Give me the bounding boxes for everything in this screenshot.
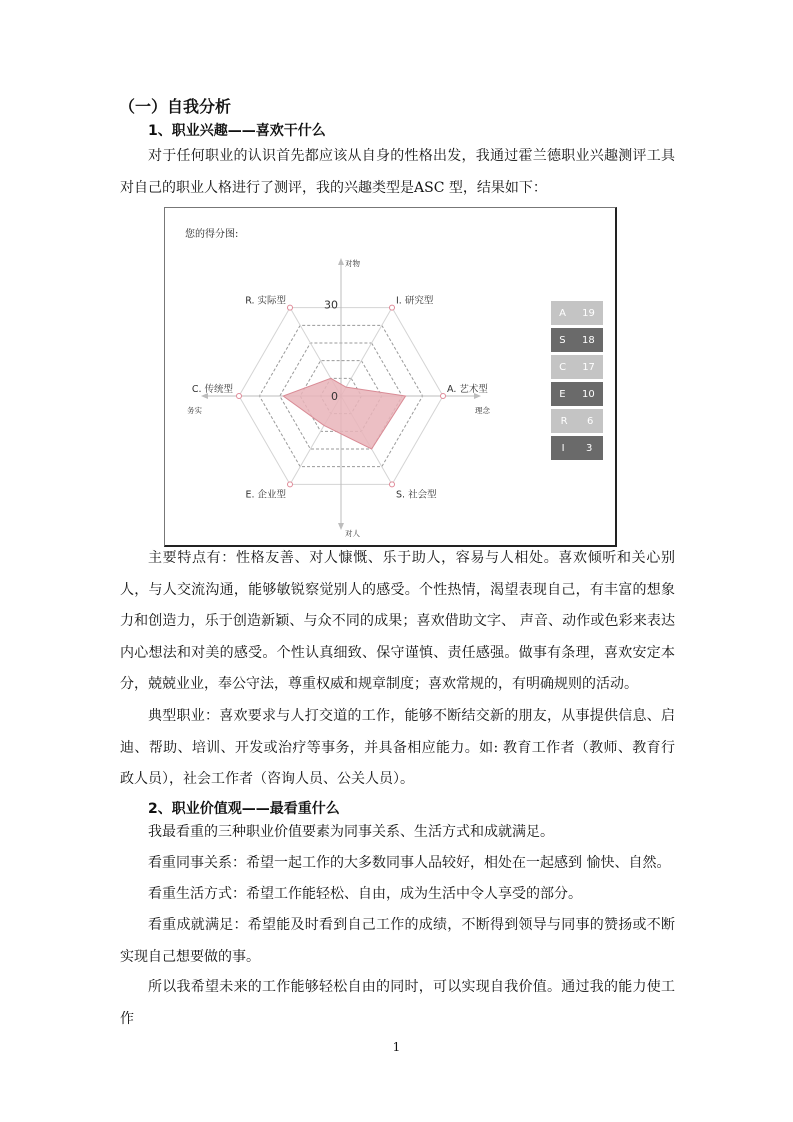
score-box-c xyxy=(551,355,603,379)
chart-title: 您的得分图: xyxy=(185,229,239,240)
score-box-e xyxy=(551,382,603,406)
arrow-up-icon xyxy=(338,258,344,265)
score-code: I xyxy=(561,442,565,454)
score-value: 10 xyxy=(582,388,595,400)
score-value: 3 xyxy=(585,442,593,454)
direction-bottom-label: 对人 xyxy=(345,529,360,538)
score-box-s xyxy=(551,328,603,352)
score-value: 18 xyxy=(582,334,595,346)
score-code: E xyxy=(559,388,566,400)
vertex-marker-a xyxy=(441,394,446,399)
axis-label-r: R. 实际型 xyxy=(245,295,286,307)
score-list xyxy=(551,301,603,463)
intro-paragraph: 对于任何职业的认识首先都应该从自身的性格出发，我通过霍兰德职业兴趣测评工具对自己的职业人格进行了测评，我的兴趣类型是ASC 型，结果如下： xyxy=(120,148,675,196)
axis-label-a: A. 艺术型 xyxy=(447,384,488,395)
score-value: 19 xyxy=(582,307,595,319)
score-code: A xyxy=(559,307,566,319)
section-title: （一）自我分析 xyxy=(119,97,232,116)
score-code: R xyxy=(560,415,568,427)
vertex-marker-s xyxy=(390,482,395,487)
center-label: 0 xyxy=(331,390,338,403)
arrow-down-icon xyxy=(338,523,344,530)
score-value: 6 xyxy=(586,415,594,427)
direction-top-label: 对物 xyxy=(345,259,360,268)
score-box-r xyxy=(551,409,603,433)
subsection-title-interest: 1、职业兴趣——喜欢干什么 xyxy=(148,123,326,139)
score-value: 17 xyxy=(582,361,595,373)
axis-label-e: E. 企业型 xyxy=(245,489,286,501)
subsection-title-values: 2、职业价值观——最看重什么 xyxy=(148,801,340,817)
vertex-marker-r xyxy=(288,305,293,310)
value-achievement: 看重成就满足：希望能及时看到自己工作的成绩，不断得到领导与同事的赞扬或不断实现自己想要做的事。 xyxy=(120,917,675,965)
direction-right-label: 理念 xyxy=(475,406,490,415)
page-number: 1 xyxy=(392,1040,401,1054)
holland-radar-chart xyxy=(164,207,617,547)
score-code: C xyxy=(559,361,567,373)
axis-label-i: I. 研究型 xyxy=(396,295,434,307)
conclusion-paragraph: 所以我希望未来的工作能够轻松自由的同时，可以实现自我价值。通过我的能力使工作 xyxy=(120,979,675,1027)
direction-left-label: 务实 xyxy=(187,406,202,415)
score-code: S xyxy=(559,334,566,346)
max-label: 30 xyxy=(324,298,338,312)
axis-label-s: S. 社会型 xyxy=(396,489,437,501)
vertex-marker-c xyxy=(237,394,242,399)
value-lifestyle: 看重生活方式：希望工作能轻松、自由，成为生活中令人享受的部分。 xyxy=(148,886,582,902)
vertex-marker-i xyxy=(390,305,395,310)
score-box-i xyxy=(551,436,603,460)
score-polygon xyxy=(283,378,405,449)
radar-svg xyxy=(165,208,615,545)
values-intro: 我最看重的三种职业价值要素为同事关系、生活方式和成就满足。 xyxy=(148,824,554,840)
score-box-a xyxy=(551,301,603,325)
jobs-paragraph: 典型职业：喜欢要求与人打交道的工作，能够不断结交新的朋友，从事提供信息、启迪、帮助、培训、开发或治疗等事务，并具备相应能力。如: 教育工作者（教师、教育行政人员），社会工作者（咨询人员、公关人员）。 xyxy=(120,708,675,787)
axis-label-c: C. 传统型 xyxy=(191,384,233,395)
traits-paragraph: 主要特点有：性格友善、对人慷慨、乐于助人，容易与人相处。喜欢倾听和关心别人，与人交流沟通，能够敏锐察觉别人的感受。个性热情，渴望表现自己，有丰富的想象力和创造力，乐于创造新颖、与众不同的成果；喜欢借助文字、 声音、动作或色彩来表达内心想法和对美的感受。个性认真细致、保守谨慎、责任感强。做事有条理，喜欢安定本分，兢兢业业，奉公守法，尊重权威和规章制度；喜欢常规的，有明确规则的活动。 xyxy=(120,550,675,692)
vertex-marker-e xyxy=(288,482,293,487)
value-colleague: 看重同事关系：希望一起工作的大多数同事人品较好，相处在一起感到 愉快、自然。 xyxy=(148,855,671,871)
